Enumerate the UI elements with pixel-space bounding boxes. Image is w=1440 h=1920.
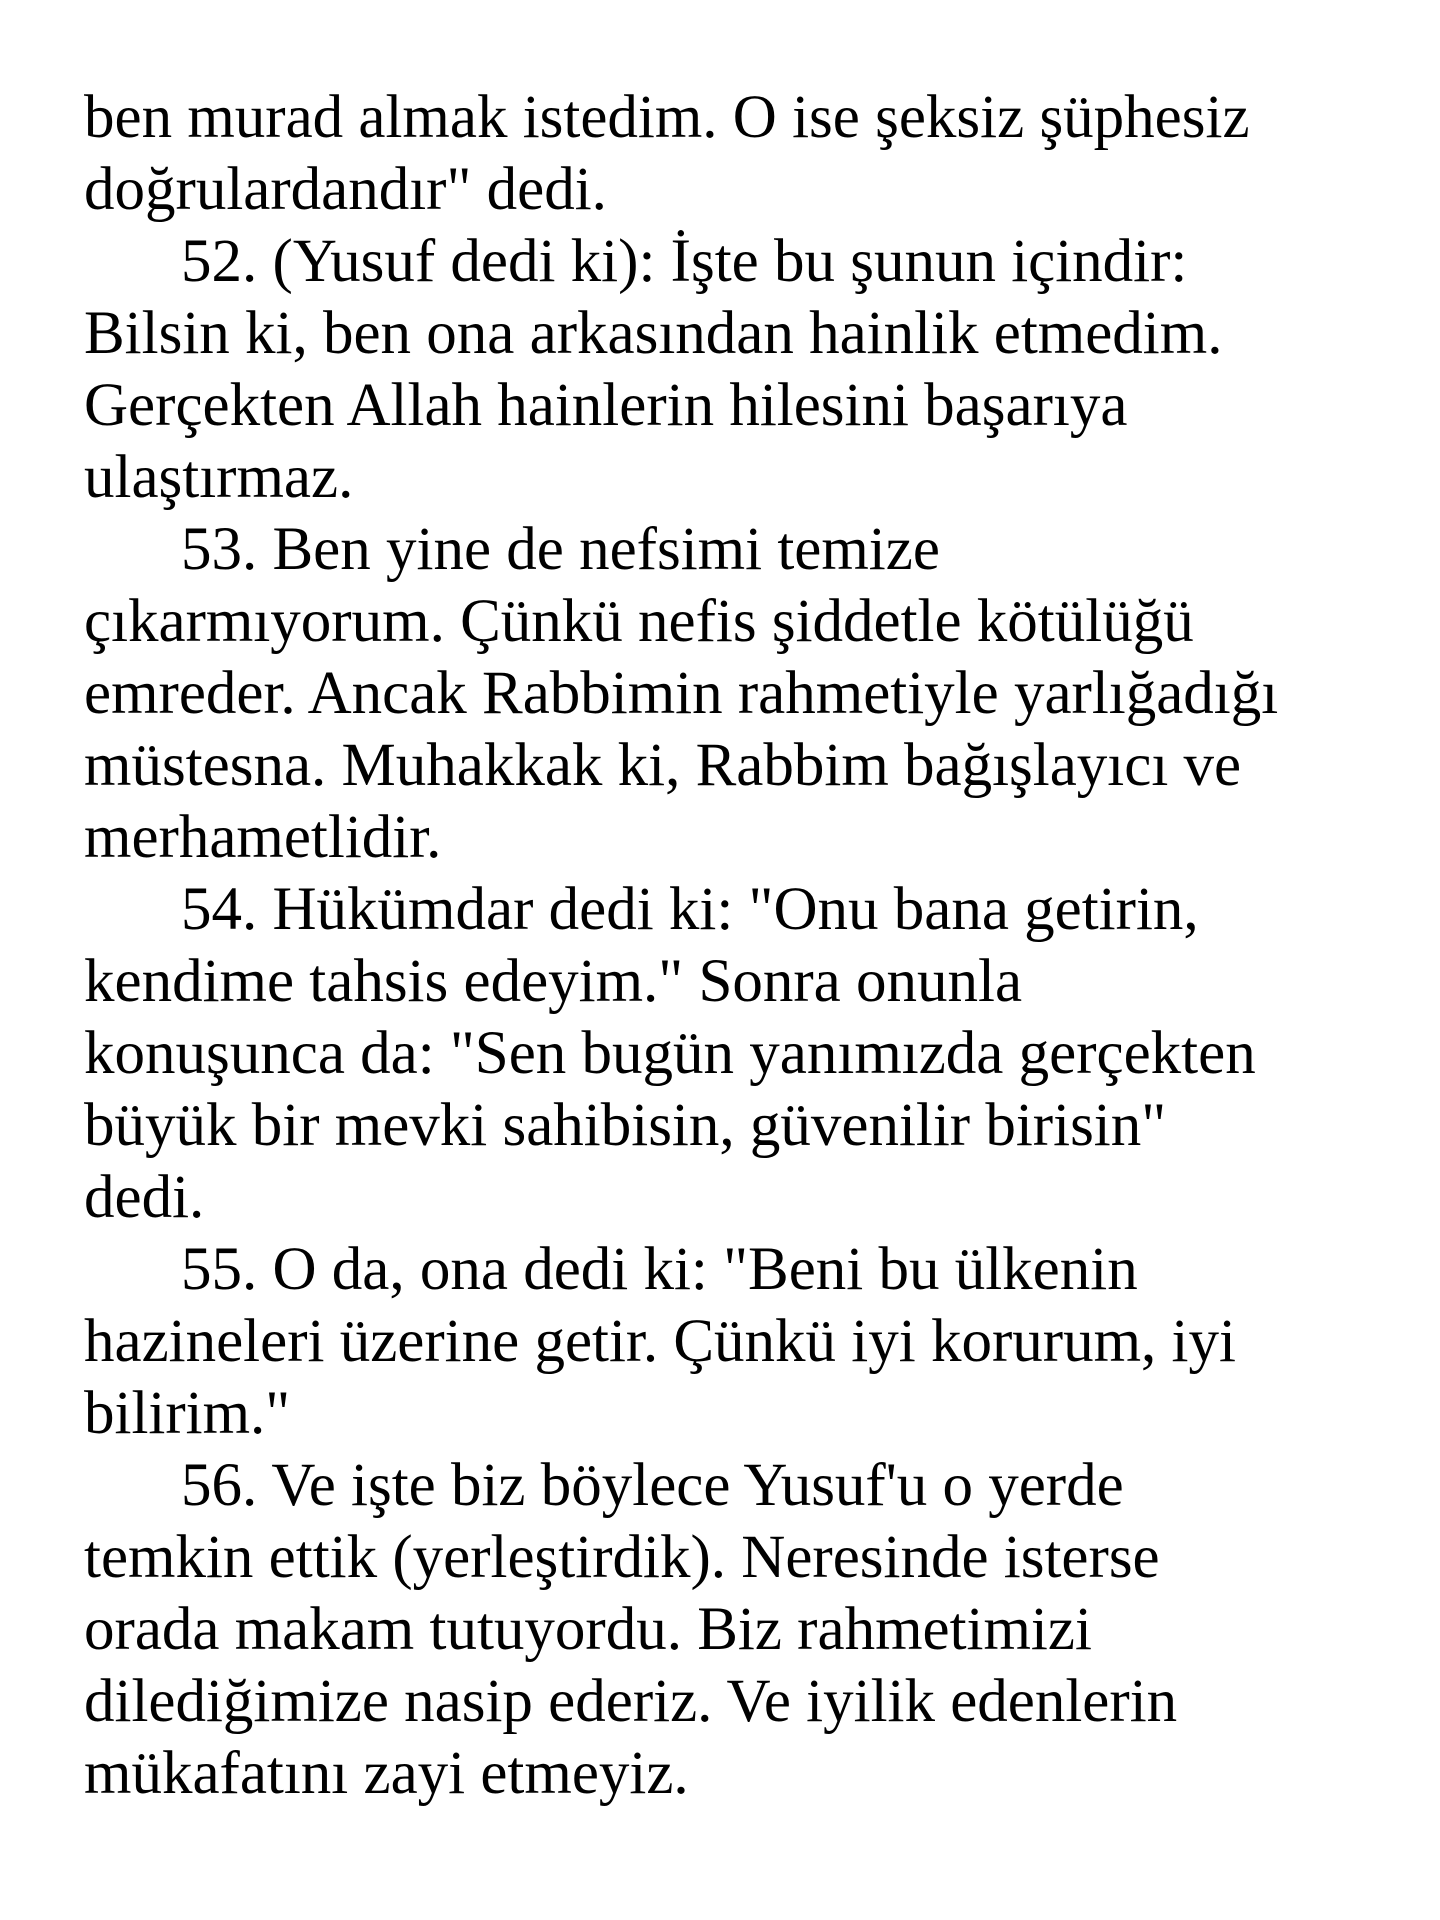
text-line: ulaştırmaz. xyxy=(84,444,354,511)
paragraph-verse-52 xyxy=(84,226,1404,514)
text-line: emreder. Ancak Rabbimin rahmetiyle yarlığadığı xyxy=(84,660,1279,727)
text-line: 52. (Yusuf dedi ki): İşte bu şunun içindir: xyxy=(181,228,1188,295)
paragraph-verse-55 xyxy=(84,1234,1404,1450)
paragraph-verse-53 xyxy=(84,514,1404,874)
text-line: 56. Ve işte biz böylece Yusuf'u o yerde xyxy=(181,1452,1124,1519)
document-page xyxy=(84,82,1404,1810)
text-line: müstesna. Muhakkak ki, Rabbim bağışlayıcı ve xyxy=(84,732,1242,799)
text-line: dilediğimize nasip ederiz. Ve iyilik edenlerin xyxy=(84,1668,1178,1735)
text-line: çıkarmıyorum. Çünkü nefis şiddetle kötülüğü xyxy=(84,588,1194,655)
text-line: hazineleri üzerine getir. Çünkü iyi korurum, iyi xyxy=(84,1308,1236,1375)
paragraph-continuation xyxy=(84,82,1404,226)
text-line: konuşunca da: "Sen bugün yanımızda gerçekten xyxy=(84,1020,1256,1087)
paragraph-verse-56 xyxy=(84,1450,1404,1810)
text-line: 53. Ben yine de nefsimi temize xyxy=(181,516,940,583)
text-line: bilirim." xyxy=(84,1380,291,1447)
text-line: Gerçekten Allah hainlerin hilesini başarıya xyxy=(84,372,1128,439)
text-line: ben murad almak istedim. O ise şeksiz şüphesiz xyxy=(84,84,1250,151)
text-line: temkin ettik (yerleştirdik). Neresinde isterse xyxy=(84,1524,1160,1591)
text-line: merhametlidir. xyxy=(84,804,442,871)
paragraph-verse-54 xyxy=(84,874,1404,1234)
text-line: kendime tahsis edeyim." Sonra onunla xyxy=(84,948,1023,1015)
text-line: mükafatını zayi etmeyiz. xyxy=(84,1740,689,1807)
text-line: dedi. xyxy=(84,1164,205,1231)
text-line: büyük bir mevki sahibisin, güvenilir birisin" xyxy=(84,1092,1167,1159)
text-line: 55. O da, ona dedi ki: "Beni bu ülkenin xyxy=(181,1236,1138,1303)
text-line: 54. Hükümdar dedi ki: "Onu bana getirin, xyxy=(181,876,1199,943)
text-line: Bilsin ki, ben ona arkasından hainlik etmedim. xyxy=(84,300,1223,367)
text-line: doğrulardandır" dedi. xyxy=(84,156,607,223)
text-line: orada makam tutuyordu. Biz rahmetimizi xyxy=(84,1596,1092,1663)
